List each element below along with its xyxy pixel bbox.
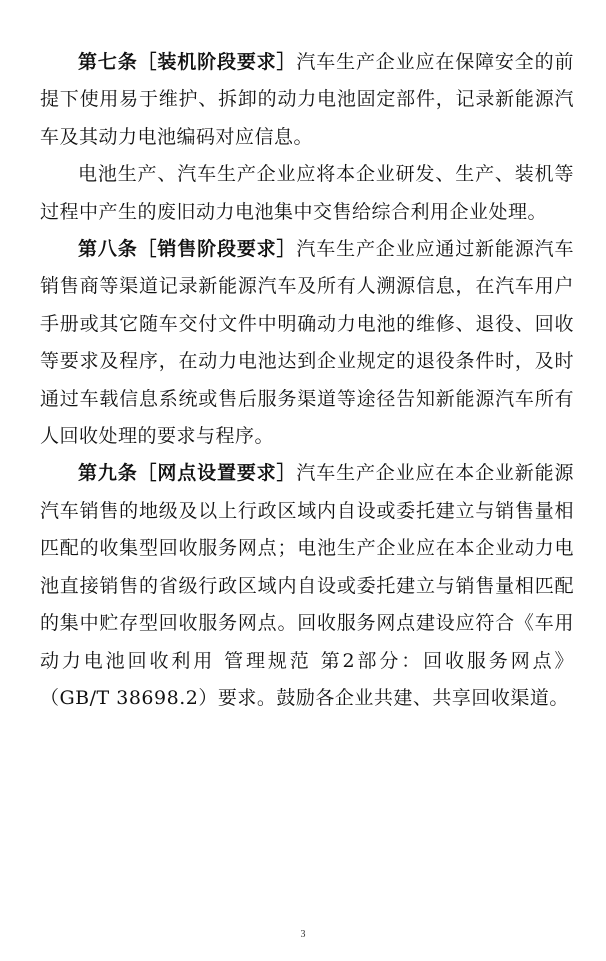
article-7-second-text: 电池生产、汽车生产企业应将本企业研发、生产、装机等过程中产生的废旧动力电池集中交售给综合利用企业处理。 xyxy=(40,163,574,223)
article-8-text: 汽车生产企业应通过新能源汽车销售商等渠道记录新能源汽车及所有人溯源信息，在汽车用户手册或其它随车交付文件中明确动力电池的维修、退役、回收等要求及程序，在动力电池达到企业规定的退役条件时，及时通过车载信息系统或售后服务渠道等途径告知新能源汽车所有人回收处理的要求与程序。 xyxy=(40,238,574,448)
article-7-paragraph xyxy=(40,44,574,156)
article-9-paragraph xyxy=(40,455,574,717)
article-7-second-paragraph xyxy=(40,156,574,231)
article-7-heading: 第七条［装机阶段要求］ xyxy=(78,51,297,73)
article-7-text: 汽车生产企业应在保障安全的前提下使用易于维护、拆卸的动力电池固定部件，记录新能源汽车及其动力电池编码对应信息。 xyxy=(40,51,574,148)
page-number: 3 xyxy=(300,929,306,940)
article-8-heading: 第八条［销售阶段要求］ xyxy=(78,238,297,261)
article-8-paragraph xyxy=(40,231,574,455)
document-body xyxy=(40,44,574,717)
article-9-text: 汽车生产企业应在本企业新能源汽车销售的地级及以上行政区域内自设或委托建立与销售量相匹配的收集型回收服务网点；电池生产企业应在本企业动力电池直接销售的省级行政区域内自设或委托建立与销售量相匹配的集中贮存型回收服务网点。回收服务网点建设应符合《车用动力电池回收利用 管理规范 第2部分：回收服务网点》（GB/T 38698.2）要求。鼓励各企业共建、共享回收渠道。 xyxy=(40,462,574,709)
article-9-heading: 第九条［网点设置要求］ xyxy=(78,462,297,485)
